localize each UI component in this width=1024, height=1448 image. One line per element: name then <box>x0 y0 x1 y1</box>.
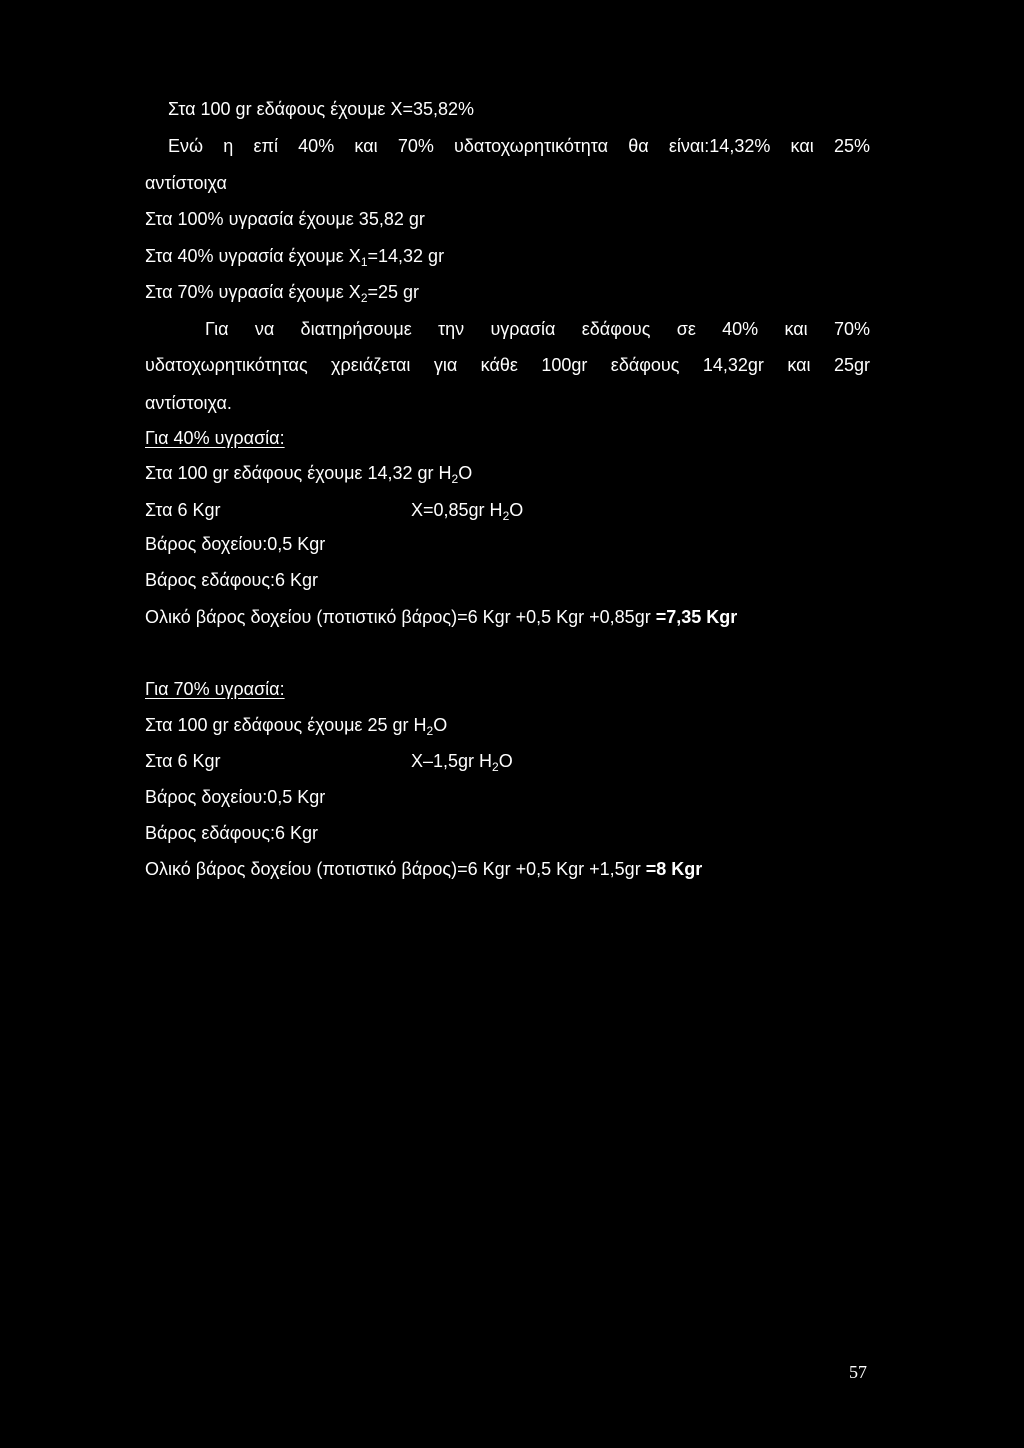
section-40-line-1 <box>145 462 472 490</box>
section-40-total-result: =7,35 Kgr <box>655 607 738 627</box>
section-70-line-2-left: Στα 6 Kgr <box>145 751 221 771</box>
section-40-x-value: X=0,85gr H <box>411 500 503 520</box>
subscript: 2 <box>502 509 510 523</box>
section-40-total-text: Ολικό βάρος δοχείου (ποτιστικό βάρος)=6 Kgr +0,5 Kgr +0,85gr <box>145 607 656 627</box>
intro-line-100-percent: Στα 100% υγρασία έχουμε 35,82 gr <box>145 209 425 229</box>
subscript: 2 <box>426 724 434 738</box>
intro-line-40-value: =14,32 gr <box>367 246 445 266</box>
subscript: 1 <box>360 255 368 269</box>
section-70-heading <box>145 678 285 700</box>
intro-paragraph-line-3: αντίστοιχα. <box>145 393 232 413</box>
page-number: 57 <box>849 1362 867 1382</box>
intro-line-70-text: Στα 70% υγρασία έχουμε Χ <box>145 282 361 302</box>
intro-paragraph-line-2: υδατοχωρητικότητας χρειάζεται για κάθε 100gr εδάφους 14,32gr και 25gr <box>145 355 870 375</box>
intro-line-70-percent <box>145 281 419 309</box>
section-40-total <box>145 606 737 628</box>
section-70-x-end: O <box>498 751 513 771</box>
intro-line-70-value: =25 gr <box>367 282 420 302</box>
intro-line-40-percent <box>145 245 444 273</box>
section-40-line-2-left: Στα 6 Kgr <box>145 500 221 520</box>
section-40-line-1-end: O <box>458 463 473 483</box>
section-70-container-weight: Βάρος δοχείου:0,5 Kgr <box>145 787 326 807</box>
intro-line-capacity: Ενώ η επί 40% και 70% υδατοχωρητικότητα θα είναι:14,32% και 25% <box>168 136 870 156</box>
section-40-x-end: O <box>509 500 524 520</box>
subscript: 2 <box>451 472 459 486</box>
subscript: 2 <box>360 291 368 305</box>
section-40-heading-text: Για 40% υγρασία: <box>145 428 285 448</box>
section-70-line-1 <box>145 714 447 742</box>
section-70-total <box>145 858 702 880</box>
section-40-heading <box>145 427 285 449</box>
section-40-line-1-text: Στα 100 gr εδάφους έχουμε 14,32 gr H <box>145 463 452 483</box>
section-70-total-text: Ολικό βάρος δοχείου (ποτιστικό βάρος)=6 Kgr +0,5 Kgr +1,5gr <box>145 859 646 879</box>
section-70-line-2-right <box>411 750 513 778</box>
section-70-total-result: =8 Kgr <box>645 859 703 879</box>
section-70-x-value: X–1,5gr H <box>411 751 493 771</box>
intro-line-40-text: Στα 40% υγρασία έχουμε Χ <box>145 246 361 266</box>
section-40-soil-weight: Βάρος εδάφους:6 Kgr <box>145 570 319 590</box>
section-40-container-weight: Βάρος δοχείου:0,5 Kgr <box>145 534 326 554</box>
section-70-soil-weight: Βάρος εδάφους:6 Kgr <box>145 823 319 843</box>
intro-paragraph-line-1: Για να διατηρήσουμε την υγρασία εδάφους σε 40% και 70% <box>205 319 870 339</box>
intro-line-respectively: αντίστοιχα <box>145 173 227 193</box>
section-70-heading-text: Για 70% υγρασία: <box>145 679 285 699</box>
section-70-line-1-end: O <box>433 715 448 735</box>
subscript: 2 <box>492 760 499 774</box>
section-70-line-1-text: Στα 100 gr εδάφους έχουμε 25 gr H <box>145 715 427 735</box>
section-40-line-2-right <box>411 499 523 527</box>
intro-line-soil-percent: Στα 100 gr εδάφους έχουμε Χ=35,82% <box>168 99 475 119</box>
